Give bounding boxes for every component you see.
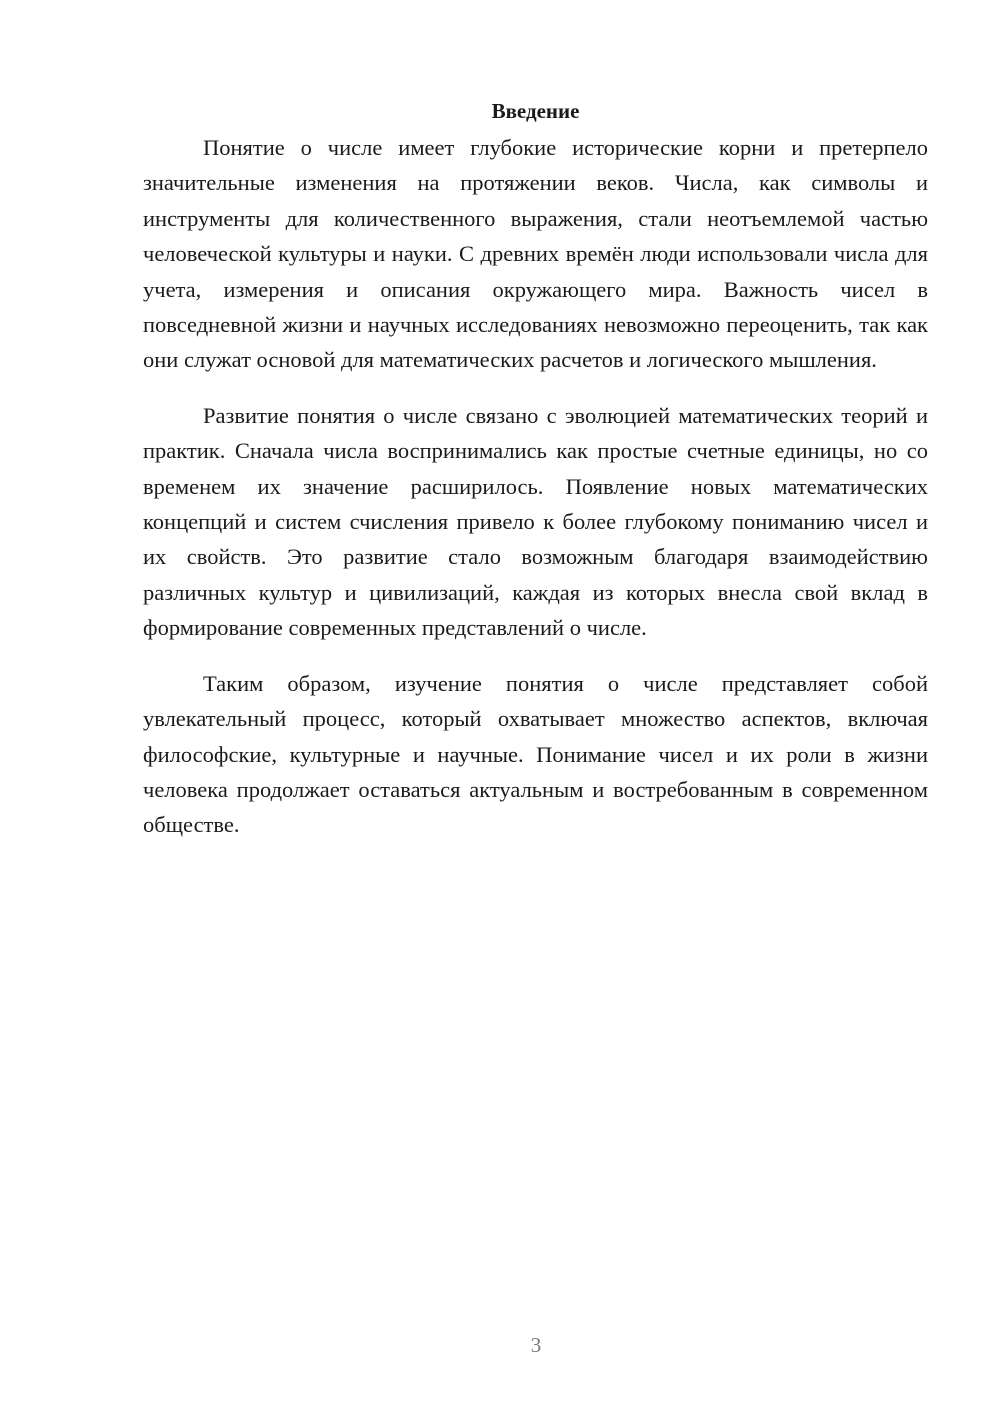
section-title: Введение [491,99,580,123]
page-content [143,96,928,863]
paragraph-3: Таким образом, изучение понятия о числе представляет собой увлекательный процесс, который охватывает множество аспектов, включая философские, культурные и научные. Понимание чисел и их роли в жизни человека продолжает оставаться актуальным и востребованным в современном обществе. [143,670,928,838]
paragraph-1: Понятие о числе имеет глубокие исторические корни и претерпело значительные изменения на протяжении веков. Числа, как символы и инструменты для количественного выражения, стали неотъемлемой частью человеческой культуры и науки. С древних времён люди использовали числа для учета, измерения и описания окружающего мира. Важность чисел в повседневной жизни и научных исследованиях невозможно переоценить, так как они служат основой для математических расчетов и логического мышления. [143,135,928,373]
paragraph-2: Развитие понятия о числе связано с эволюцией математических теорий и практик. Сначала числа воспринимались как простые счетные единицы, но со временем их значение расширилось. Появление новых математических концепций и систем счисления привело к более глубокому пониманию чисел и их свойств. Это развитие стало возможным благодаря взаимодействию различных культур и цивилизаций, каждая из которых внесла свой вклад в формирование современных представлений о числе. [143,402,928,641]
page-number: 3 [530,1333,542,1357]
